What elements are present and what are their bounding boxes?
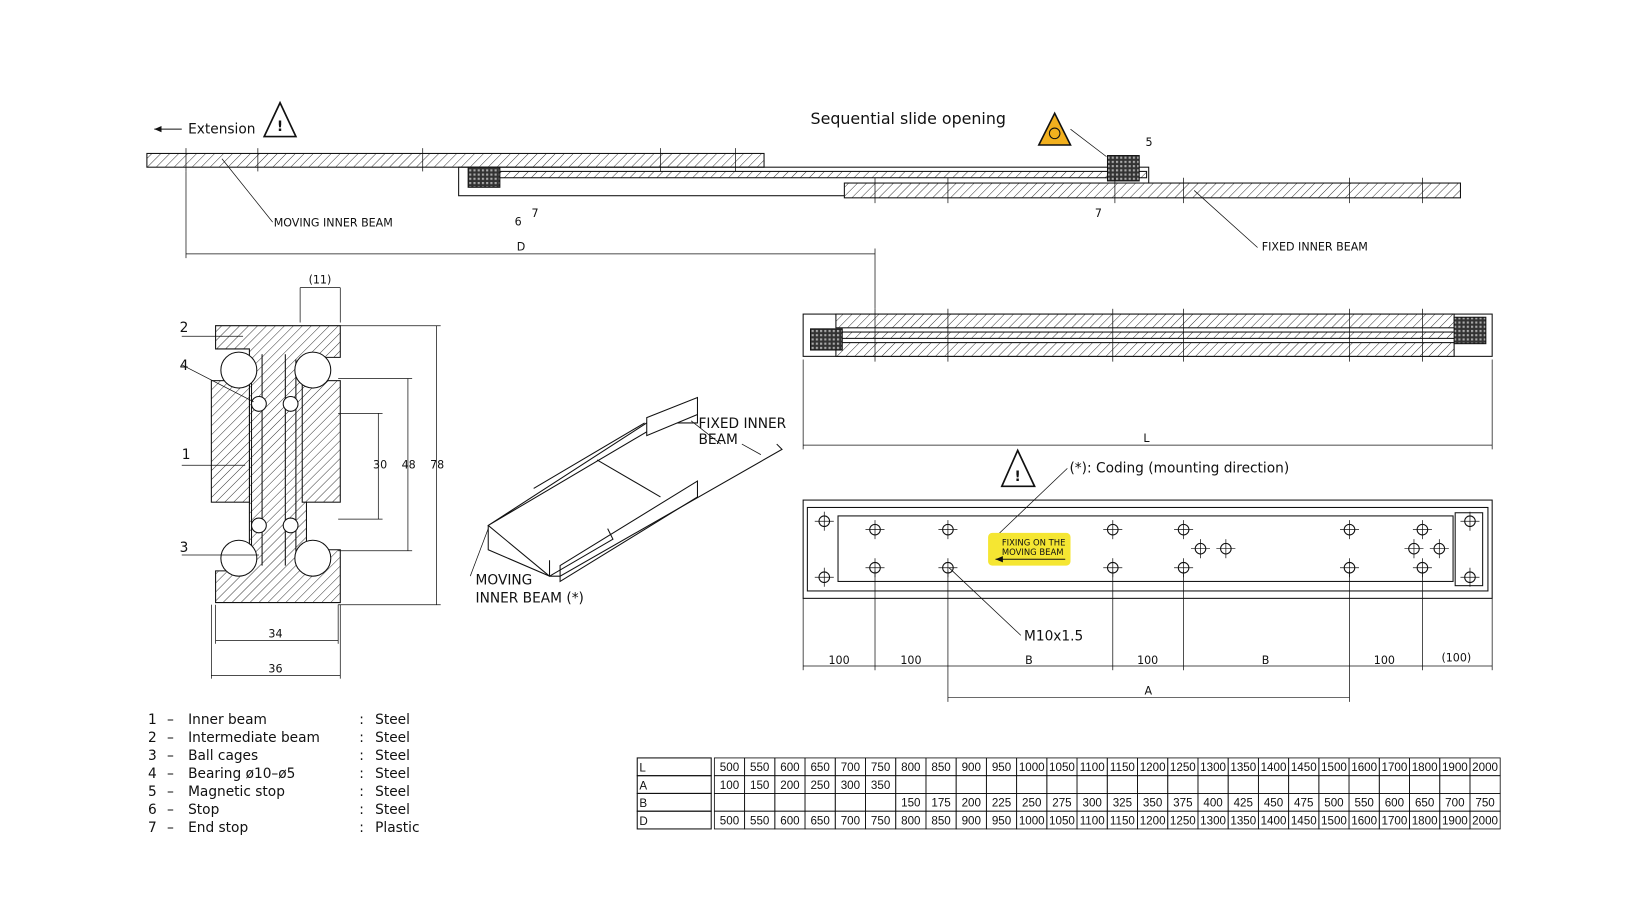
legend-item: [148, 784, 410, 800]
cell-value: 850: [931, 814, 951, 828]
callout-4: 4: [179, 358, 189, 375]
mounting-hole: [1103, 520, 1122, 539]
legend-name: Intermediate beam: [188, 730, 320, 747]
cell-value: 1800: [1411, 761, 1438, 775]
legend-colon: :: [359, 801, 364, 818]
cell-value: 1300: [1200, 761, 1226, 775]
legend-item: [148, 802, 410, 818]
cell-value: 550: [750, 761, 770, 775]
stop: [468, 167, 500, 187]
cell-value: 1600: [1351, 761, 1378, 775]
table-cell: [1047, 776, 1077, 794]
legend-item: [148, 766, 410, 782]
cell-value: 400: [1203, 796, 1223, 810]
table-cell: [1258, 776, 1288, 794]
iso-fixed-label-2: BEAM: [698, 432, 738, 449]
magnetic-stop: [1107, 156, 1139, 181]
mounting-hole: [1404, 539, 1423, 558]
fixed-inner-beam: [844, 183, 1460, 198]
table-cell: [1168, 776, 1198, 794]
cell-value: 650: [810, 814, 830, 828]
legend-material: Steel: [375, 783, 410, 800]
callout-1: 1: [181, 446, 191, 463]
callout-5: 5: [1145, 136, 1153, 150]
cell-value: 1450: [1290, 761, 1317, 775]
cell-value: 200: [961, 796, 981, 810]
table-cell: [1349, 776, 1379, 794]
table-cell: [775, 793, 805, 811]
cell-value: 425: [1233, 796, 1253, 810]
cell-value: 1900: [1441, 761, 1468, 775]
legend-name: Ball cages: [188, 748, 259, 765]
dimension-table: [637, 758, 1500, 829]
legend-dash: –: [166, 748, 174, 765]
callout-7b: 7: [1094, 206, 1102, 220]
fixed-inner-beam-label: FIXED INNER BEAM: [1261, 240, 1368, 254]
legend-num: 4: [147, 766, 157, 783]
cell-value: 1200: [1139, 814, 1166, 828]
mounting-hole: [1216, 539, 1235, 558]
mounting-hole: [1460, 512, 1479, 531]
legend-colon: :: [359, 819, 364, 836]
dim-30: 30: [373, 458, 388, 472]
cell-value: 750: [870, 761, 891, 775]
cell-value: 600: [780, 761, 800, 775]
cell-value: 275: [1052, 796, 1072, 810]
sticker-line-2: MOVING BEAM: [1001, 547, 1064, 558]
cell-value: 850: [931, 761, 951, 775]
table-cell: [1289, 776, 1319, 794]
top-view: [147, 103, 1461, 309]
cell-value: 1800: [1411, 814, 1438, 828]
table-row: [637, 776, 1500, 794]
cell-value: 1300: [1200, 814, 1226, 828]
cell-value: 1150: [1109, 761, 1135, 775]
cell-value: 150: [750, 778, 770, 792]
legend-material: Plastic: [375, 819, 420, 836]
table-cell: [1379, 776, 1409, 794]
cell-value: 1100: [1079, 814, 1105, 828]
cell-value: 550: [750, 814, 770, 828]
legend-dash: –: [166, 819, 174, 836]
table-cell: [1198, 776, 1228, 794]
mounting-hole: [815, 512, 834, 531]
moving-inner-beam: [147, 153, 764, 167]
callout-2: 2: [179, 320, 189, 337]
cell-value: 1350: [1230, 814, 1257, 828]
legend-colon: :: [359, 766, 364, 783]
cell-value: 350: [870, 778, 891, 792]
cell-value: 225: [991, 796, 1012, 810]
cell-value: 1350: [1230, 761, 1257, 775]
cell-value: 1250: [1169, 761, 1196, 775]
mounting-hole: [865, 520, 884, 539]
dim-34: 34: [268, 627, 283, 641]
legend-num: 7: [147, 819, 157, 836]
cell-value: 600: [1384, 796, 1405, 810]
table-cell: [1107, 776, 1137, 794]
table-cell: [865, 793, 895, 811]
sticker-line-1: FIXING ON THE: [1001, 537, 1066, 548]
cell-value: 900: [961, 814, 981, 828]
cell-value: 250: [1022, 796, 1042, 810]
dim-48: 48: [401, 458, 416, 472]
cell-value: 800: [901, 761, 921, 775]
legend-num: 5: [147, 783, 157, 800]
callout-6: 6: [514, 215, 522, 229]
dim-78: 78: [430, 458, 445, 472]
row-label: D: [639, 814, 648, 828]
cell-value: 1000: [1018, 814, 1045, 828]
legend-num: 2: [147, 730, 157, 747]
legend-dash: –: [166, 712, 174, 729]
table-cell: [1470, 776, 1500, 794]
legend-colon: :: [359, 783, 364, 800]
table-cell: [1017, 776, 1047, 794]
cell-value: 950: [991, 761, 1012, 775]
cell-value: 2000: [1472, 761, 1498, 775]
mounting-hole: [1191, 539, 1210, 558]
legend-material: Steel: [375, 712, 410, 729]
legend-material: Steel: [375, 730, 410, 747]
table-cell: [805, 793, 835, 811]
legend-material: Steel: [375, 748, 410, 765]
cell-value: 700: [1445, 796, 1465, 810]
legend-colon: :: [359, 730, 364, 747]
extension-label: Extension: [188, 121, 256, 138]
cell-value: 1050: [1049, 814, 1075, 828]
cell-value: 1400: [1260, 761, 1287, 775]
cell-value: 1900: [1441, 814, 1468, 828]
dim-d: D: [516, 240, 526, 254]
mounting-hole: [1413, 520, 1432, 539]
cell-value: 1450: [1290, 814, 1317, 828]
legend-item: [148, 730, 410, 746]
cell-value: 600: [780, 814, 800, 828]
table-cell: [1138, 776, 1168, 794]
row-label: L: [639, 761, 646, 775]
cell-value: 175: [931, 796, 951, 810]
cell-value: 450: [1263, 796, 1284, 810]
table-cell: [1077, 776, 1107, 794]
iso-fixed-label-1: FIXED INNER: [698, 416, 787, 433]
legend-dash: –: [166, 766, 174, 783]
svg-text:!: !: [1014, 469, 1021, 486]
dim-100-5: (100): [1441, 651, 1472, 665]
cell-value: 300: [1082, 796, 1102, 810]
cell-value: 900: [961, 761, 981, 775]
cell-value: 1400: [1260, 814, 1287, 828]
cell-value: 1700: [1381, 761, 1408, 775]
legend-dash: –: [166, 783, 174, 800]
legend-name: End stop: [188, 819, 249, 836]
legend-dash: –: [166, 801, 174, 818]
cell-value: 700: [840, 814, 861, 828]
mounting-hole: [1174, 520, 1193, 539]
cell-value: 1100: [1079, 761, 1105, 775]
thread-label: M10x1.5: [1024, 628, 1084, 645]
mounting-hole: [1460, 568, 1479, 587]
cell-value: 1050: [1049, 761, 1075, 775]
mounting-hole: [1340, 520, 1359, 539]
legend-name: Stop: [188, 801, 220, 818]
table-cell: [745, 793, 775, 811]
table-cell: [956, 776, 986, 794]
iso-moving-label-1: MOVING: [475, 572, 533, 589]
parts-legend: [148, 712, 420, 836]
cell-value: 800: [901, 814, 921, 828]
dim-100-3: 100: [1137, 653, 1159, 667]
row-label: B: [639, 797, 648, 811]
legend-material: Steel: [375, 801, 410, 818]
legend-item: [148, 748, 410, 764]
dim-a: A: [1144, 684, 1153, 698]
legend-name: Magnetic stop: [188, 783, 285, 800]
cell-value: 750: [1475, 796, 1495, 810]
caution-icon: [1039, 113, 1071, 145]
callout-3: 3: [179, 539, 189, 556]
cell-value: 700: [840, 761, 861, 775]
cell-value: 375: [1173, 796, 1193, 810]
cell-value: 1250: [1169, 814, 1196, 828]
cell-value: 1150: [1109, 814, 1135, 828]
legend-num: 3: [147, 748, 157, 765]
cell-value: 2000: [1472, 814, 1498, 828]
cell-value: 650: [1414, 796, 1435, 810]
cell-value: 500: [719, 761, 740, 775]
legend-name: Inner beam: [188, 712, 267, 729]
cell-value: 1500: [1321, 814, 1347, 828]
cell-value: 1200: [1139, 761, 1166, 775]
callout-7: 7: [531, 206, 539, 220]
table-cell: [1319, 776, 1349, 794]
cell-value: 325: [1112, 796, 1133, 810]
cell-value: 100: [719, 778, 740, 792]
cell-value: 350: [1142, 796, 1163, 810]
table-cell: [1228, 776, 1258, 794]
cell-value: 550: [1354, 796, 1374, 810]
sequential-opening-label: Sequential slide opening: [810, 108, 1006, 128]
svg-text:!: !: [276, 119, 284, 136]
warning-icon: [264, 103, 296, 137]
coding-note: (*): Coding (mounting direction): [1069, 460, 1290, 477]
legend-num: 1: [147, 712, 157, 729]
legend-item: [148, 712, 410, 728]
dim-100-4: 100: [1373, 653, 1395, 667]
dim-100-1: 100: [828, 653, 850, 667]
row-label: A: [639, 779, 648, 793]
moving-inner-beam-label: MOVING INNER BEAM: [273, 216, 393, 230]
dim-l: L: [1143, 431, 1150, 445]
cell-value: 300: [840, 778, 861, 792]
bottom-view: [803, 450, 1492, 702]
table-row: [637, 758, 1500, 776]
side-view: [803, 309, 1492, 450]
cell-value: 200: [780, 778, 800, 792]
table-cell: [714, 793, 744, 811]
cell-value: 150: [901, 796, 921, 810]
dim-100-2: 100: [900, 653, 922, 667]
warning-icon: [1002, 450, 1035, 486]
iso-moving-label-2: INNER BEAM (*): [475, 590, 584, 607]
dim-b-1: B: [1025, 653, 1033, 667]
cell-value: 1600: [1351, 814, 1378, 828]
legend-num: 6: [147, 801, 157, 818]
cell-value: 500: [1324, 796, 1344, 810]
cell-value: 250: [810, 778, 830, 792]
mounting-hole: [938, 520, 957, 539]
table-cell: [1410, 776, 1440, 794]
cell-value: 750: [870, 814, 891, 828]
cell-value: 500: [719, 814, 740, 828]
cell-value: 1000: [1018, 761, 1045, 775]
legend-colon: :: [359, 712, 364, 729]
cell-value: 475: [1294, 796, 1314, 810]
dim-11: (11): [308, 273, 332, 287]
legend-item: [148, 820, 420, 836]
table-cell: [986, 776, 1016, 794]
legend-name: Bearing ø10–ø5: [188, 766, 296, 783]
table-cell: [835, 793, 865, 811]
cell-value: 1700: [1381, 814, 1408, 828]
cell-value: 950: [991, 814, 1012, 828]
cell-value: 650: [810, 761, 830, 775]
table-row: [637, 811, 1500, 829]
mounting-hole: [1430, 539, 1449, 558]
table-cell: [1440, 776, 1470, 794]
cross-section: [180, 273, 445, 678]
mounting-hole: [815, 568, 834, 587]
table-row: [637, 793, 1500, 811]
cell-value: 1500: [1321, 761, 1347, 775]
table-cell: [896, 776, 926, 794]
dim-b-2: B: [1261, 653, 1270, 667]
legend-colon: :: [359, 748, 364, 765]
table-cell: [926, 776, 956, 794]
legend-dash: –: [166, 730, 174, 747]
legend-material: Steel: [375, 766, 410, 783]
dim-36: 36: [268, 662, 283, 676]
